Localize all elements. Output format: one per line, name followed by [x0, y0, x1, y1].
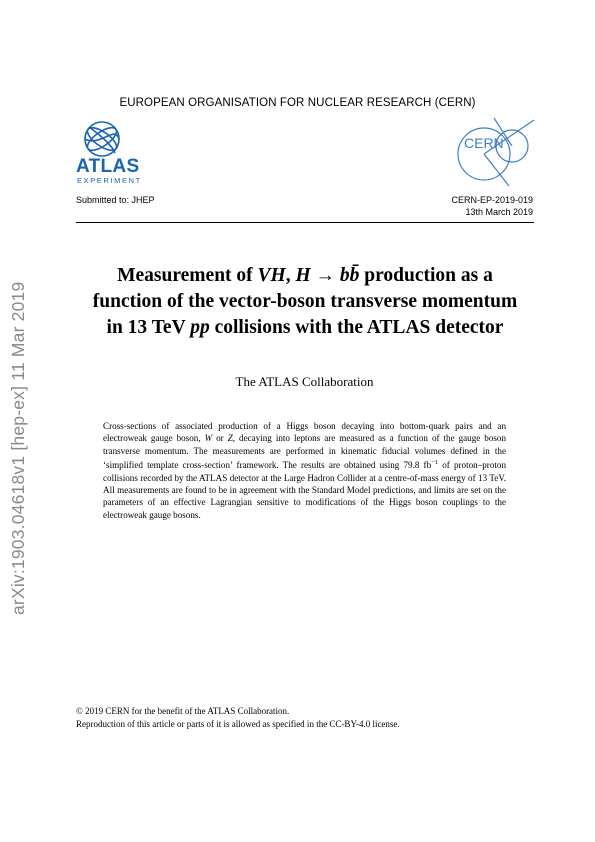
- math-bbar: b̄: [349, 265, 360, 286]
- report-date: 13th March 2019: [465, 207, 533, 217]
- cern-wordmark: CERN: [464, 135, 504, 151]
- title-line-1: [60, 263, 550, 289]
- author-list: The ATLAS Collaboration: [235, 374, 374, 389]
- atlas-logo: [75, 117, 155, 187]
- title-separator: ,: [285, 265, 296, 286]
- math-b: b: [339, 265, 350, 286]
- atlas-globe-icon: [84, 122, 120, 156]
- math-h: H: [295, 265, 311, 286]
- title-line-2: function of the vector-boson transverse momentum: [92, 291, 518, 312]
- superscript: −1: [431, 459, 439, 467]
- atlas-wordmark: ATLAS: [76, 156, 140, 177]
- math-arrow: →: [310, 265, 340, 286]
- math-vh: VH: [257, 265, 286, 286]
- title-line-3: [60, 315, 550, 341]
- license-line: Reproduction of this article or parts of it is allowed as specified in the CC-BY-4.0 license.: [76, 719, 400, 729]
- abstract-text: or: [212, 433, 228, 444]
- title-text-end: production as a: [359, 265, 493, 286]
- abstract-text: Cross-sections of associated production of a Higgs boson decaying into bottom-quark pairs and an electroweak gauge boson,: [103, 421, 506, 444]
- math-w: W: [204, 433, 213, 444]
- math-z: Z: [227, 433, 233, 444]
- title-text-end: collisions with the ATLAS detector: [209, 317, 504, 338]
- paper-title: [60, 263, 550, 341]
- report-number: CERN-EP-2019-019: [451, 195, 533, 205]
- abstract-text: , decaying into leptons are measured as a function of the gauge boson transverse momentum. The measurements are performed in kinematic fiducial volumes defined in the ‘simplified template cross-section’ framework. The results are obtained using 79.8 fb: [103, 433, 507, 471]
- submitted-to: Submitted to: JHEP: [76, 195, 155, 205]
- header-divider: [76, 222, 534, 223]
- copyright-footer: [76, 705, 400, 731]
- organisation-header: EUROPEAN ORGANISATION FOR NUCLEAR RESEARCH (CERN): [119, 97, 476, 109]
- atlas-subtitle: EXPERIMENT: [77, 176, 142, 185]
- abstract-text: of proton–proton collisions recorded by the ATLAS detector at the Large Hadron Collider at a centre-of-mass energy of 13 TeV. All measurements are found to be in agreement with the Standard Model predictions, and limits are set on the parameters of an effective Lagrangian sensitive to modifications of the Higgs boson couplings to the electroweak gauge bosons.: [103, 460, 506, 520]
- title-text: Measurement of: [117, 265, 258, 286]
- math-pp: pp: [190, 317, 210, 338]
- abstract: [103, 420, 506, 521]
- arxiv-stamp: arXiv:1903.04618v1 [hep-ex] 11 Mar 2019: [8, 281, 28, 615]
- title-text: in 13 TeV: [106, 317, 191, 338]
- cern-logo: [454, 116, 536, 194]
- copyright-line: © 2019 CERN for the benefit of the ATLAS Collaboration.: [76, 706, 290, 716]
